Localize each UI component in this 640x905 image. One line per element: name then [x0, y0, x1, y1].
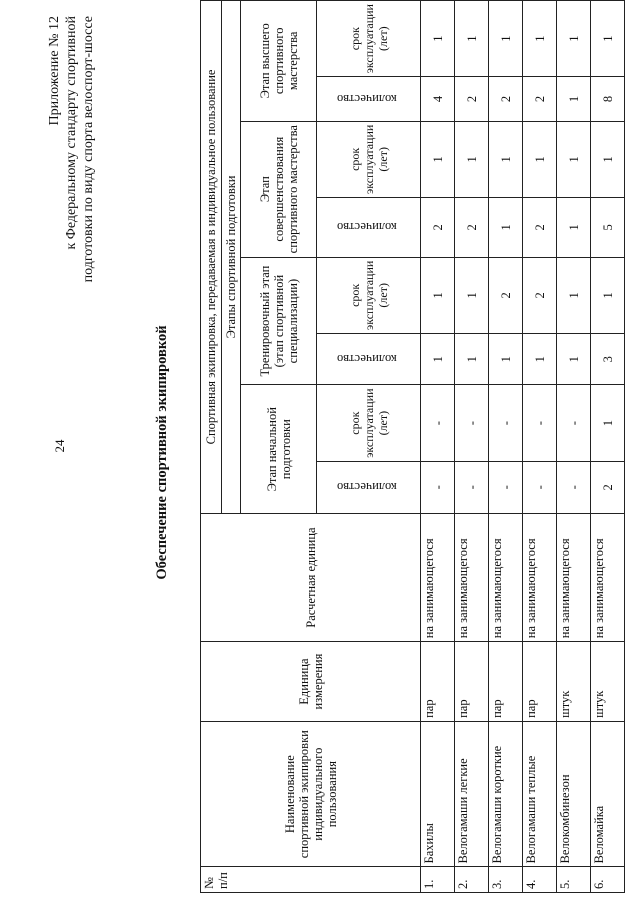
header-term-1: срок эксплуатации (лет) [317, 385, 421, 461]
row-value: - [455, 461, 489, 513]
header-num: № п/п [201, 867, 421, 893]
header-qty-2 [317, 333, 421, 385]
row-calc: на занимающегося [557, 513, 591, 641]
header-unit: Единица измерения [201, 642, 421, 722]
row-value: 1 [421, 333, 455, 385]
header-name: Наименование спортивной экипировки индивидуального пользования [201, 721, 421, 867]
row-value: 1 [591, 385, 625, 461]
header-qty-label: количество [337, 480, 397, 495]
row-value: 2 [523, 257, 557, 333]
row-value: - [421, 385, 455, 461]
header-qty-3 [317, 197, 421, 257]
header-term-3: срок эксплуатации (лет) [317, 121, 421, 197]
row-value: 1 [557, 333, 591, 385]
row-value: 1 [455, 333, 489, 385]
appendix-line-2: к Федеральному стандарту спортивной [64, 16, 79, 250]
header-qty-1 [317, 461, 421, 513]
row-value: 2 [523, 197, 557, 257]
row-calc: на занимающегося [455, 513, 489, 641]
row-value: 1 [523, 333, 557, 385]
header-qty-label: количество [337, 92, 397, 106]
row-value: 1 [489, 197, 523, 257]
row-value: 1 [523, 1, 557, 77]
row-num: 5. [557, 867, 591, 893]
row-value: 4 [421, 77, 455, 121]
header-term-2: срок эксплуатации (лет) [317, 257, 421, 333]
row-name: Веломайка [591, 721, 625, 867]
row-value: 1 [591, 121, 625, 197]
row-calc: на занимающегося [591, 513, 625, 641]
header-stage-4: Этап высшего спортивного мастерства [241, 1, 317, 122]
row-name: Велогамаши легкие [455, 721, 489, 867]
row-unit: штук [557, 642, 591, 722]
row-value: 1 [557, 77, 591, 121]
row-value: 2 [489, 257, 523, 333]
row-name: Бахилы [421, 721, 455, 867]
appendix-line-3: подготовки по виду спорта велоспорт-шоссе [81, 16, 96, 283]
row-unit: пар [421, 642, 455, 722]
row-value: 1 [421, 121, 455, 197]
header-stage-1: Этап начальной подготовки [241, 385, 317, 513]
table-row [489, 1, 523, 893]
row-value: 2 [421, 197, 455, 257]
header-calc-unit: Расчетная единица [201, 513, 421, 641]
header-qty-label: количество [337, 220, 397, 235]
header-stage-3: Этап совершенствования спортивного мастерства [241, 121, 317, 257]
row-value: 1 [489, 1, 523, 77]
row-value: 1 [557, 257, 591, 333]
header-stage-2: Тренировочный этап (этап спортивной специализации) [241, 257, 317, 385]
appendix-reference [46, 16, 97, 436]
row-value: 1 [557, 1, 591, 77]
document-title: Обеспечение спортивной экипировкой [154, 325, 170, 580]
row-value: 1 [455, 257, 489, 333]
row-value: - [455, 385, 489, 461]
row-value: 1 [455, 121, 489, 197]
row-name: Велогамаши короткие [489, 721, 523, 867]
row-value: 1 [557, 121, 591, 197]
row-unit: пар [489, 642, 523, 722]
row-value: - [489, 385, 523, 461]
row-value: 1 [421, 257, 455, 333]
row-value: - [489, 461, 523, 513]
row-name: Велогамаши теплые [523, 721, 557, 867]
row-calc: на занимающегося [421, 513, 455, 641]
row-value: - [557, 461, 591, 513]
row-unit: пар [455, 642, 489, 722]
row-value: - [523, 385, 557, 461]
row-value: 8 [591, 77, 625, 121]
row-calc: на занимающегося [523, 513, 557, 641]
header-stages-group: Этапы спортивной подготовки [222, 1, 241, 514]
row-value: 2 [523, 77, 557, 121]
equipment-table [200, 0, 625, 893]
row-value: 2 [455, 77, 489, 121]
row-name: Велокомбинезон [557, 721, 591, 867]
row-value: - [421, 461, 455, 513]
row-value: 3 [591, 333, 625, 385]
row-calc: на занимающегося [489, 513, 523, 641]
row-value: 1 [455, 1, 489, 77]
row-num: 4. [523, 867, 557, 893]
row-num: 3. [489, 867, 523, 893]
row-value: - [557, 385, 591, 461]
row-value: 1 [489, 333, 523, 385]
row-value: - [523, 461, 557, 513]
table-row [591, 1, 625, 893]
row-value: 1 [523, 121, 557, 197]
row-num: 6. [591, 867, 625, 893]
row-unit: пар [523, 642, 557, 722]
table-row [421, 1, 455, 893]
row-value: 2 [591, 461, 625, 513]
row-num: 1. [421, 867, 455, 893]
row-value: 2 [489, 77, 523, 121]
header-qty-4 [317, 77, 421, 121]
page-number: 24 [52, 439, 67, 453]
row-value: 2 [455, 197, 489, 257]
table-row [523, 1, 557, 893]
row-value: 1 [591, 257, 625, 333]
header-term-4: срок эксплуатации (лет) [317, 1, 421, 77]
appendix-line-1: Приложение № 12 [47, 16, 62, 126]
header-group: Спортивная экипировка, передаваемая в индивидуальное пользование [201, 1, 222, 514]
row-value: 1 [591, 1, 625, 77]
row-value: 1 [421, 1, 455, 77]
row-value: 5 [591, 197, 625, 257]
row-value: 1 [489, 121, 523, 197]
row-unit: штук [591, 642, 625, 722]
table-row [455, 1, 489, 893]
row-value: 1 [557, 197, 591, 257]
header-qty-label: количество [337, 352, 397, 367]
row-num: 2. [455, 867, 489, 893]
table-row [557, 1, 591, 893]
